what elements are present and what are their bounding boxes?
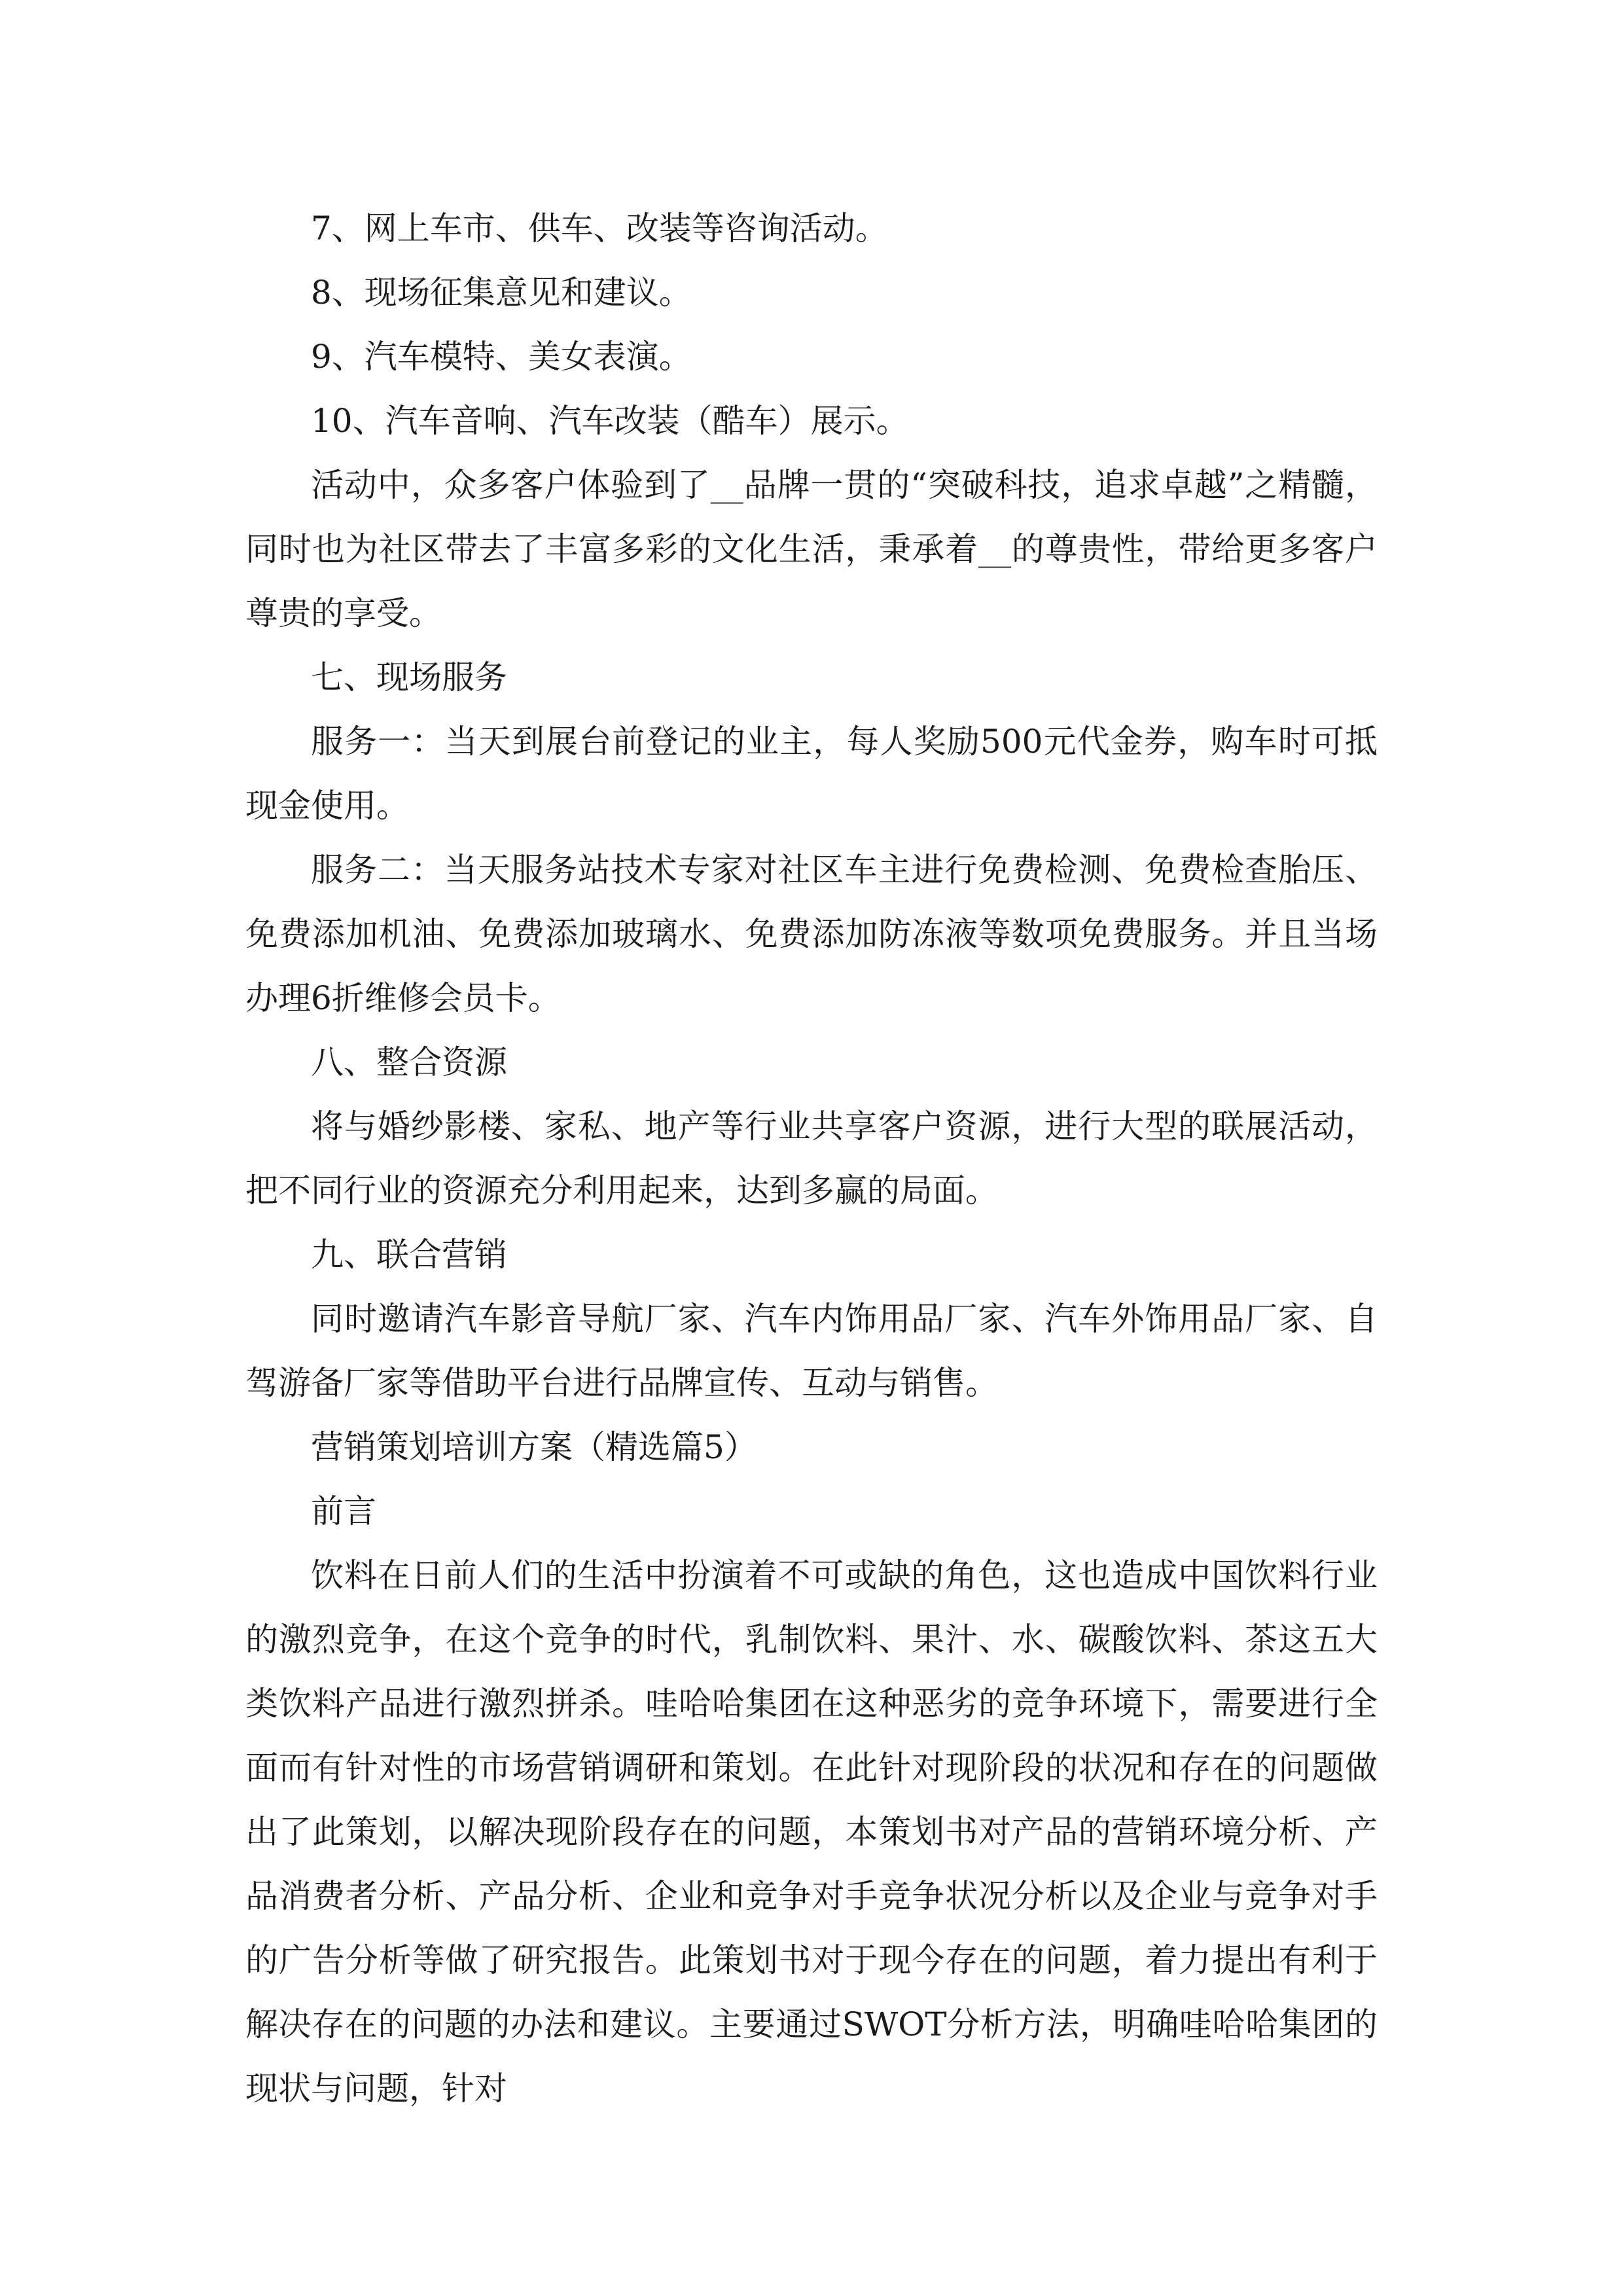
list-item-8: 8、现场征集意见和建议。: [311, 274, 692, 312]
document-body: [245, 196, 1378, 2121]
list-item-10: 10、汽车音响、汽车改装（酷车）展示。: [311, 402, 909, 440]
joint-marketing-paragraph: 同时邀请汽车影音导航厂家、汽车内饰用品厂家、汽车外饰用品厂家、自驾游备厂家等借助平台进行品牌宣传、互动与销售。: [245, 1300, 1378, 1402]
activity-summary-paragraph: 活动中，众多客户体验到了__品牌一贯的“突破科技，追求卓越”之精髓，同时也为社区带去了丰富多彩的文化生活，秉承着__的尊贵性，带给更多客户尊贵的享受。: [245, 466, 1378, 632]
preface-paragraph: 饮料在日前人们的生活中扮演着不可或缺的角色，这也造成中国饮料行业的激烈竞争，在这个竞争的时代，乳制饮料、果汁、水、碳酸饮料、茶这五大类饮料产品进行激烈拼杀。哇哈哈集团在这种恶劣的竞争环境下，需要进行全面而有针对性的市场营销调研和策划。在此针对现阶段的状况和存在的问题做出了此策划，以解决现阶段存在的问题，本策划书对产品的营销环境分析、产品消费者分析、产品分析、企业和竞争对手竞争状况分析以及企业与竞争对手的广告分析等做了研究报告。此策划书对于现今存在的问题，着力提出有利于解决存在的问题的办法和建议。主要通过SWOT分析方法，明确哇哈哈集团的现状与问题，针对: [245, 1556, 1378, 2108]
article-title: 营销策划培训方案（精选篇5）: [311, 1428, 757, 1466]
section-heading-preface: 前言: [311, 1492, 376, 1530]
section-heading-onsite-service: 七、现场服务: [311, 658, 507, 696]
integrate-resources-paragraph: 将与婚纱影楼、家私、地产等行业共享客户资源，进行大型的联展活动，把不同行业的资源充分利用起来，达到多赢的局面。: [245, 1107, 1378, 1210]
service-one-paragraph: 服务一：当天到展台前登记的业主，每人奖励500元代金券，购车时可抵现金使用。: [245, 723, 1378, 825]
list-item-7: 7、网上车市、供车、改装等咨询活动。: [311, 209, 888, 247]
service-two-paragraph: 服务二：当天服务站技术专家对社区车主进行免费检测、免费检查胎压、免费添加机油、免费添加玻璃水、免费添加防冻液等数项免费服务。并且当场办理6折维修会员卡。: [245, 851, 1378, 1017]
section-heading-joint-marketing: 九、联合营销: [311, 1236, 507, 1274]
section-heading-integrate-resources: 八、整合资源: [311, 1043, 507, 1081]
list-item-9: 9、汽车模特、美女表演。: [311, 338, 692, 376]
